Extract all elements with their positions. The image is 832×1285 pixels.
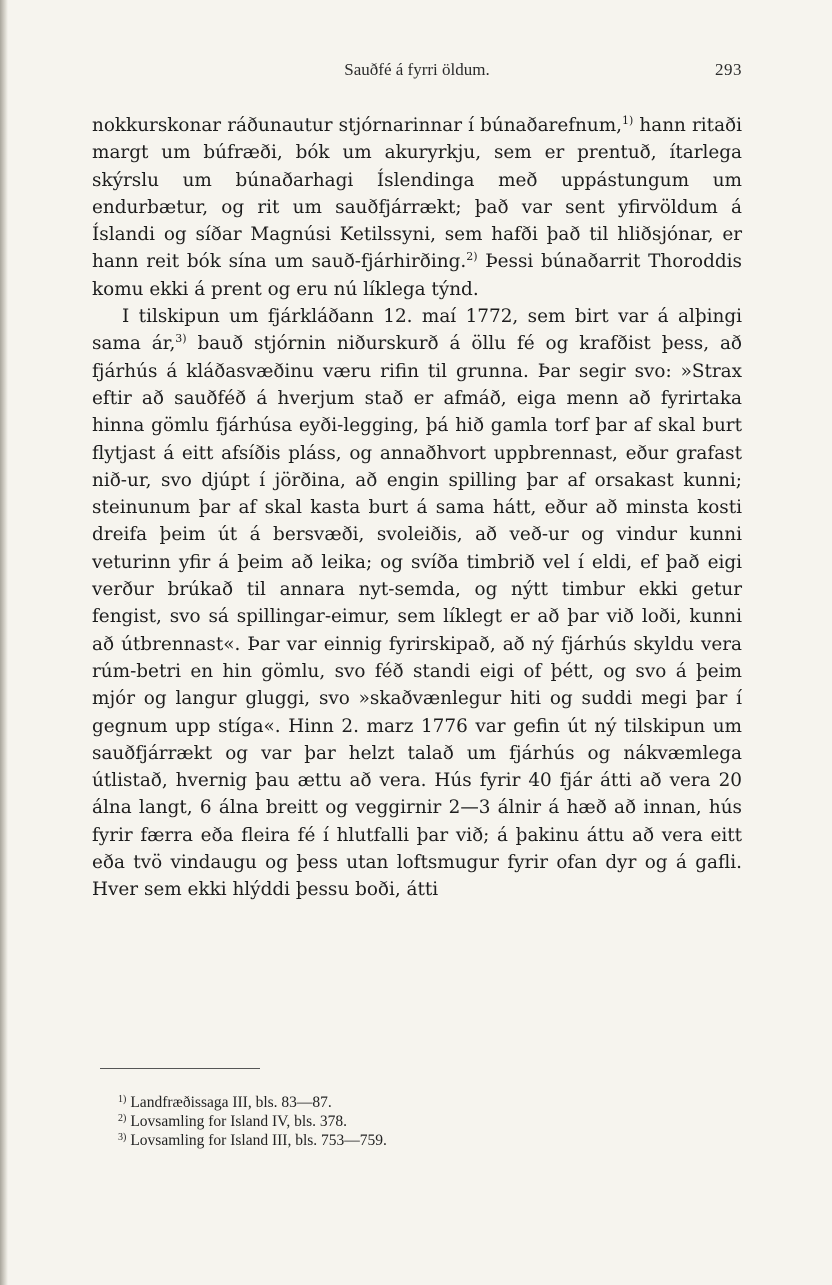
footnote-1-mark: 1) xyxy=(118,1094,127,1105)
footnote-3-mark: 3) xyxy=(118,1132,127,1143)
paragraph-1-part-3: Þessi búnaðarrit Thoroddis komu ekki á prent og eru nú líklega týnd. xyxy=(92,251,742,300)
footnote-3 xyxy=(118,1131,718,1150)
body-text xyxy=(92,112,742,904)
page-number: 293 xyxy=(715,60,742,79)
paragraph-2-part-2: bauð stjórnin niðurskurð á öllu fé og krafðist þess, að fjárhús á kláðasvæðinu væru rifin til grunna. Þar segir svo: »Strax eftir að sauðféð á hverjum stað er afmáð, eiga menn að fyrirtaka hinna gömlu fjárhúsa eyði-legging, þá hið gamla torf þar af skal burt flytjast á eitt afsíðis pláss, og annaðhvort uppbrennast, eður grafast nið-ur, svo djúpt í jörðina, að engin spilling þar af orsakast kunni; steinunum þar af skal kasta burt á sama hátt, eður að minsta kosti dreifa þeim út á bersvæði, svoleiðis, að veð-ur og vindur kunni veturinn yfir á þeim að leika; og svíða timbrið vel í eldi, ef það eigi verður brúkað til annara nyt-semda, og nýtt timbur ekki getur fengist, svo sá spillingar-eimur, sem líklegt er að þar við loði, kunni að útbrennast«. Þar var einnig fyrirskipað, að ný fjárhús skyldu vera rúm-betri en hin gömlu, svo féð standi eigi of þétt, og svo á þeim mjór og langur gluggi, svo »skaðvænlegur hiti og suddi megi þar í gegnum upp stíga«. Hinn 2. marz 1776 var gefin út ný tilskipun um sauðfjárrækt og var þar helzt talað um fjárhús og nákvæmlega útlistað, hvernig þau ættu að vera. Hús fyrir 40 fjár átti að vera 20 álna langt, 6 álna breitt og veggirnir 2—3 álnir á hæð að innan, hús fyrir færra eða fleira fé í hlutfalli þar við; á þakinu áttu að vera eitt eða tvö vindaugu og þess utan loftsmugur fyrir ofan dyr og á gafli. Hver sem ekki hlýddi þessu boði, átti xyxy=(92,333,742,901)
paragraph-1-part-2: hann ritaði margt um búfræði, bók um akuryrkju, sem er prentuð, ítarlega skýrslu um búnaðarhagi Íslendinga með uppástungum um endurbætur, og rit um sauðfjárrækt; það var sent yfirvöldum á Íslandi og síðar Magnúsi Ketilssyni, sem hafði það til hliðsjónar, er hann reit bók sína um sauð-fjárhirðing. xyxy=(92,115,742,273)
page-header xyxy=(92,60,742,86)
footnote-separator xyxy=(100,1068,260,1069)
paragraph-1 xyxy=(92,112,742,303)
footnote-ref-2: 2) xyxy=(466,250,478,264)
running-title: Sauðfé á fyrri öldum. xyxy=(344,60,490,79)
footnote-ref-3: 3) xyxy=(175,332,187,346)
footnote-2-mark: 2) xyxy=(118,1113,127,1124)
paragraph-2 xyxy=(92,303,742,904)
footnote-2-text: Lovsamling for Island IV, bls. 378. xyxy=(130,1113,348,1130)
page-binding-edge xyxy=(0,0,8,1285)
footnote-1-text: Landfræðissaga III, bls. 83—87. xyxy=(130,1094,332,1111)
footnotes xyxy=(118,1093,718,1150)
footnote-3-text: Lovsamling for Island III, bls. 753—759. xyxy=(130,1132,387,1149)
footnote-2 xyxy=(118,1112,718,1131)
footnote-ref-1: 1) xyxy=(622,114,634,127)
paragraph-1-part-1: nokkurskonar ráðunautur stjórnarinnar í búnaðarefnum, xyxy=(92,115,622,136)
paragraph-2-part-1: I tilskipun um fjárkláðann 12. maí 1772, sem birt var á alþingi sama ár, xyxy=(92,306,742,355)
footnote-1 xyxy=(118,1093,718,1112)
